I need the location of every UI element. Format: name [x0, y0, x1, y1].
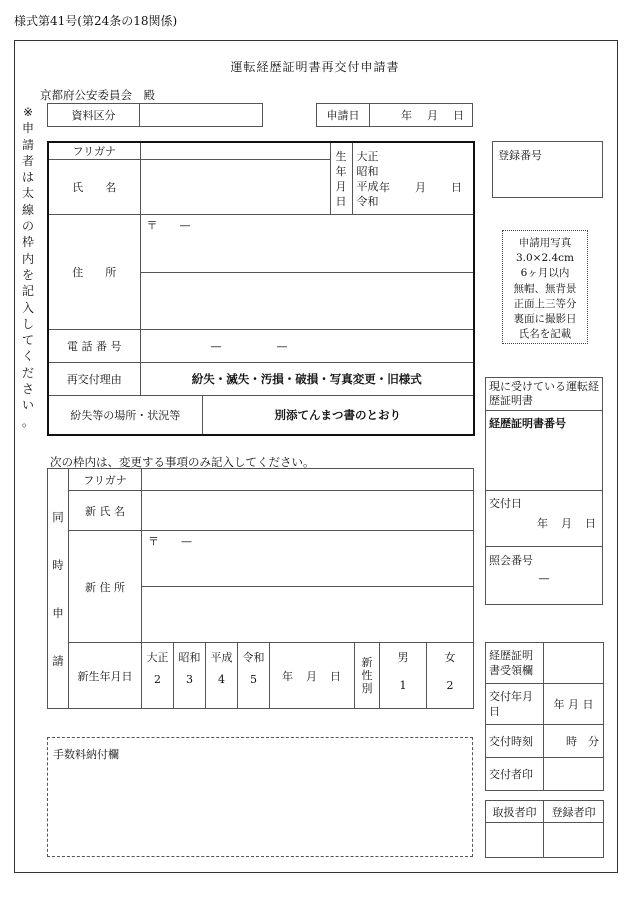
receipt-label: 経歴証明書受領欄: [486, 643, 544, 684]
note-char: て: [21, 333, 34, 348]
new-birth-label: 新生年月日: [69, 643, 142, 709]
note-char: 請: [21, 137, 34, 152]
birth-label-char: 日: [335, 194, 347, 208]
era-label: 平成: [210, 651, 233, 664]
new-furigana-field[interactable]: [142, 469, 474, 491]
note-char: い: [21, 398, 34, 413]
current-cert-table: [485, 377, 603, 605]
receipt-field[interactable]: [544, 643, 604, 684]
inquiry-number-field[interactable]: [486, 547, 603, 605]
era-label: 昭和: [178, 651, 201, 664]
sex-option-male[interactable]: [380, 643, 427, 709]
category-label: 資料区分: [48, 104, 140, 127]
sex-option-female[interactable]: [427, 643, 474, 709]
era-option-reiwa[interactable]: [238, 643, 270, 709]
reason-options[interactable]: 紛失・滅失・汚損・破損・写真変更・旧様式: [140, 363, 474, 396]
note-char: 内: [21, 251, 34, 266]
era-option: 令和: [356, 195, 379, 208]
note-char: 記: [21, 284, 34, 299]
receipt-table: [485, 642, 604, 791]
era-option-taisho[interactable]: [142, 643, 174, 709]
issue-date-field[interactable]: [486, 491, 603, 547]
fee-label: 手数料納付欄: [53, 748, 119, 761]
reason-label: 再交付理由: [48, 363, 140, 396]
cert-number-field[interactable]: [486, 411, 603, 491]
registrar-seal-field[interactable]: [544, 823, 604, 858]
address-field-2[interactable]: [140, 273, 474, 330]
photo-instruction-line: 6ヶ月以内: [520, 267, 570, 280]
seal-table: [485, 800, 604, 858]
simultaneous-label: [48, 469, 69, 709]
new-address-field-1[interactable]: 〒 —: [142, 531, 474, 587]
name-label: 氏 名: [48, 160, 140, 215]
birth-label-char: 年: [335, 164, 347, 178]
note-char: を: [21, 267, 34, 282]
note-char: 申: [21, 121, 34, 136]
photo-instruction-line: 3.0×2.4cm: [515, 252, 575, 265]
birth-format: 年 月 日: [379, 181, 463, 194]
inquiry-dash: —: [538, 572, 550, 585]
addressee: 京都府公安委員会 殿: [40, 88, 155, 102]
category-field[interactable]: [140, 104, 263, 127]
cert-number-label: 経歴証明書番号: [489, 417, 566, 430]
issue-date-label: 交付日: [489, 497, 522, 510]
address-label: 住 所: [48, 215, 140, 330]
new-birth-date-field[interactable]: 年 月 日: [270, 643, 355, 709]
change-instruction: 次の枠内は、変更する事項のみ記入してください。: [50, 455, 315, 469]
note-char: さ: [21, 382, 34, 397]
note-char: ※: [22, 105, 34, 119]
note-char: 者: [21, 153, 34, 168]
current-cert-header: 現に受けている運転経歴証明書: [486, 378, 603, 411]
note-char: は: [21, 170, 34, 185]
new-sex-label: 新 性 別: [355, 643, 380, 709]
era-option: 平成: [356, 180, 379, 193]
issue-time-label: 交付時刻: [486, 725, 544, 758]
loss-value: 別添てんまつ書のとおり: [202, 396, 474, 435]
birth-field[interactable]: [352, 142, 474, 215]
issue-date-format: 年 月 日: [537, 517, 597, 530]
page-title: 運転経歴証明書再交付申請書: [230, 60, 400, 74]
issue-ymd-field[interactable]: 年 月 日: [544, 684, 604, 725]
era-option: 大正: [356, 150, 379, 163]
birth-label-char: 月: [335, 179, 347, 193]
main-form: [47, 141, 475, 436]
vertical-note: [20, 104, 36, 430]
era-code: 2: [154, 673, 161, 686]
new-address-field-2[interactable]: [142, 587, 474, 643]
era-code: 3: [186, 673, 193, 686]
handler-seal-label: 取扱者印: [486, 801, 544, 823]
female-code: 2: [446, 679, 454, 692]
photo-instruction-line: 申請用写真: [518, 237, 572, 249]
issuer-seal-field[interactable]: [544, 758, 604, 791]
photo-instruction-line: 無帽、無背景: [513, 282, 577, 295]
new-name-label: 新 氏 名: [69, 491, 142, 531]
era-list: [357, 149, 379, 209]
era-option: 昭和: [356, 165, 379, 178]
furigana-field[interactable]: [140, 142, 330, 160]
simultaneous-char: 請: [52, 653, 64, 668]
registrar-seal-label: 登録者印: [544, 801, 604, 823]
form-number: 様式第41号(第24条の18関係): [14, 14, 178, 28]
note-char: だ: [21, 365, 34, 380]
note-char: く: [21, 349, 34, 364]
change-form: [47, 468, 474, 709]
birth-label: [330, 142, 352, 215]
note-char: 線: [21, 202, 34, 217]
issue-time-field[interactable]: 時 分: [544, 725, 604, 758]
issuer-seal-label: 交付者印: [486, 758, 544, 791]
address-field-1[interactable]: 〒 —: [140, 215, 474, 273]
application-date-label: 申請日: [317, 104, 370, 127]
birth-label-char: 生: [335, 149, 347, 163]
issue-ymd-label: 交付年月日: [486, 684, 544, 725]
inquiry-number-label: 照会番号: [489, 554, 533, 567]
note-char: 入: [21, 300, 34, 315]
furigana-label: フリガナ: [48, 142, 140, 160]
note-char: 太: [21, 186, 34, 201]
phone-label: 電 話 番 号: [48, 330, 140, 363]
era-option-heisei[interactable]: [206, 643, 238, 709]
registration-number-label: 登録番号: [498, 149, 542, 162]
registration-number-box[interactable]: [492, 141, 603, 198]
new-name-field[interactable]: [142, 491, 474, 531]
note-char: 枠: [21, 235, 34, 250]
era-label: 令和: [242, 651, 265, 664]
photo-instruction-line: 裏面に撮影日: [513, 313, 577, 326]
name-field[interactable]: [140, 160, 330, 215]
photo-box: [502, 230, 588, 344]
handler-seal-field[interactable]: [486, 823, 544, 858]
application-date-table: [316, 103, 473, 127]
application-date-field[interactable]: 年 月 日: [370, 104, 473, 127]
phone-field[interactable]: — —: [140, 330, 474, 363]
female-label: 女: [444, 651, 456, 664]
era-code: 5: [250, 673, 257, 686]
male-label: 男: [397, 651, 409, 664]
photo-instruction-line: 氏名を記載: [518, 328, 572, 341]
note-char: し: [21, 316, 34, 331]
era-label: 大正: [146, 651, 169, 664]
category-table: [47, 103, 263, 127]
simultaneous-char: 申: [52, 605, 64, 620]
fee-box[interactable]: [47, 737, 473, 857]
new-address-label: 新 住 所: [69, 531, 142, 643]
note-char: の: [21, 219, 34, 234]
simultaneous-char: 時: [52, 557, 64, 572]
male-code: 1: [399, 679, 407, 692]
photo-instruction-line: 正面上三等分: [513, 297, 577, 310]
note-char: 。: [21, 414, 34, 429]
new-furigana-label: フリガナ: [69, 469, 142, 491]
simultaneous-char: 同: [52, 509, 64, 524]
era-code: 4: [218, 673, 225, 686]
era-option-showa[interactable]: [174, 643, 206, 709]
loss-label: 紛失等の場所・状況等: [48, 396, 202, 435]
